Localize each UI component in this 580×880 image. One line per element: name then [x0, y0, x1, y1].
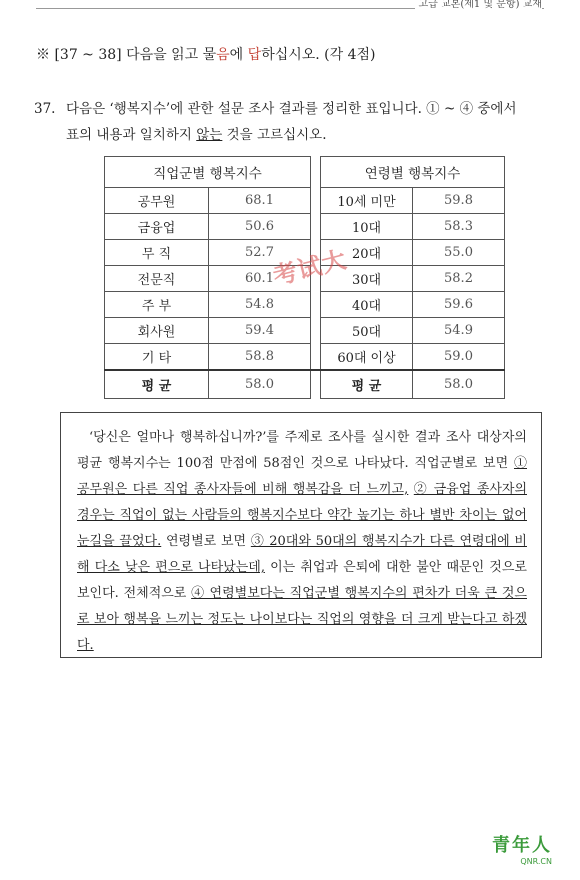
- age-value: 59.0: [413, 344, 505, 371]
- option-1: ① 공무원은 다른 직업 종사자들에 비해 행복감을 더 느끼고,: [77, 456, 527, 497]
- question-line-2b: 것을 고르십시오.: [222, 127, 327, 143]
- passage-s2: 연령별로 보면: [161, 534, 251, 549]
- age-value: 58.2: [413, 266, 505, 292]
- option-3: ③ 20대와 50대의 행복지수가 다른 연령대에 비해 다소 낮은 편으로 나타났는데,: [77, 534, 527, 575]
- job-value: 58.8: [209, 344, 311, 371]
- passage-s3: 이는 취업과 은퇴에 대한 불안 때문인 것으로 보인다. 전체적으로: [77, 560, 527, 601]
- table-row: [105, 292, 505, 318]
- instruction-red-b: 답: [247, 47, 262, 63]
- table-row: [105, 344, 505, 371]
- job-label: 공무원: [105, 188, 209, 214]
- table-row: [105, 188, 505, 214]
- page-header: [0, 0, 580, 10]
- question-range: [37 ~ 38]: [54, 47, 122, 63]
- age-group-header: 연령별 행복지수: [321, 157, 505, 188]
- question-line-2a: 표의 내용과 일치하지: [66, 127, 197, 143]
- age-label: 10대: [321, 214, 413, 240]
- job-label: 전문직: [105, 266, 209, 292]
- age-average-value: 58.0: [413, 370, 505, 399]
- age-average-label: 평 균: [321, 370, 413, 399]
- job-value: 60.1: [209, 266, 311, 292]
- logo-name: 青年人: [492, 835, 552, 856]
- option-2: ② 금융업 종사자의 경우는 직업이 없는 사람들의 행복지수보다 약간 높기는 하나 별반 차이는 없어 눈길을 끌었다.: [77, 482, 527, 549]
- age-value: 59.8: [413, 188, 505, 214]
- question-negation: 않는: [196, 127, 223, 143]
- job-value: 52.7: [209, 240, 311, 266]
- passage-box: [60, 412, 542, 658]
- age-value: 59.6: [413, 292, 505, 318]
- table-gap: [311, 292, 321, 318]
- age-label: 20대: [321, 240, 413, 266]
- table-header-row: [105, 157, 505, 188]
- table-gap: [311, 318, 321, 344]
- question-number: 37.: [34, 101, 56, 117]
- job-label: 기 타: [105, 344, 209, 371]
- age-value: 55.0: [413, 240, 505, 266]
- job-label: 무 직: [105, 240, 209, 266]
- job-value: 59.4: [209, 318, 311, 344]
- job-value: 68.1: [209, 188, 311, 214]
- question-37: [34, 96, 546, 148]
- job-average-label: 평 균: [105, 370, 209, 399]
- passage-text: [77, 425, 527, 659]
- option-4: ④ 연령별보다는 직업군별 행복지수의 편차가 더욱 큰 것으로 보아 행복을 느끼는 정도는 나이보다는 직업의 영향을 더 크게 받는다고 하겠다.: [77, 586, 527, 653]
- age-label: 10세 미만: [321, 188, 413, 214]
- passage-s1: ‘당신은 얼마나 행복하십니까?’를 주제로 조사를 실시한 결과 조사 대상자의 평균 행복지수는 100점 만점에 58점인 것으로 나타났다. 직업군별로 보면: [77, 430, 527, 471]
- age-label: 40대: [321, 292, 413, 318]
- question-line-1: 다음은 ‘행복지수’에 관한 설문 조사 결과를 정리한 표입니다. ① ~ ④ 중에서: [66, 101, 517, 117]
- reference-mark: ※: [36, 47, 50, 63]
- age-value: 54.9: [413, 318, 505, 344]
- table-gap: [311, 370, 321, 399]
- table-gap: [311, 188, 321, 214]
- job-label: 주 부: [105, 292, 209, 318]
- average-row: [105, 370, 505, 399]
- table-gap: [311, 344, 321, 371]
- question-line-2: [66, 122, 546, 148]
- job-average-value: 58.0: [209, 370, 311, 399]
- header-text: 고급 교본(제1 및 문항) 교재: [415, 0, 542, 10]
- age-value: 58.3: [413, 214, 505, 240]
- age-label: 60대 이상: [321, 344, 413, 371]
- instruction: [36, 44, 376, 64]
- logo-url: QNR.CN: [520, 857, 552, 866]
- table-gap: [311, 214, 321, 240]
- table-row: [105, 214, 505, 240]
- age-label: 50대: [321, 318, 413, 344]
- site-logo: [492, 831, 552, 866]
- job-group-header: 직업군별 행복지수: [105, 157, 311, 188]
- instruction-text-b: 에: [229, 47, 248, 63]
- job-value: 50.6: [209, 214, 311, 240]
- job-label: 금융업: [105, 214, 209, 240]
- instruction-red-a: 음: [216, 47, 230, 63]
- table-row: [105, 318, 505, 344]
- job-value: 54.8: [209, 292, 311, 318]
- table-gap: [311, 157, 321, 188]
- instruction-text-c: 하십시오. (각 4점): [261, 47, 376, 63]
- job-label: 회사원: [105, 318, 209, 344]
- instruction-text-a: 다음을 읽고 물: [121, 47, 217, 63]
- age-label: 30대: [321, 266, 413, 292]
- watermark-stamp: 考试大: [270, 245, 350, 291]
